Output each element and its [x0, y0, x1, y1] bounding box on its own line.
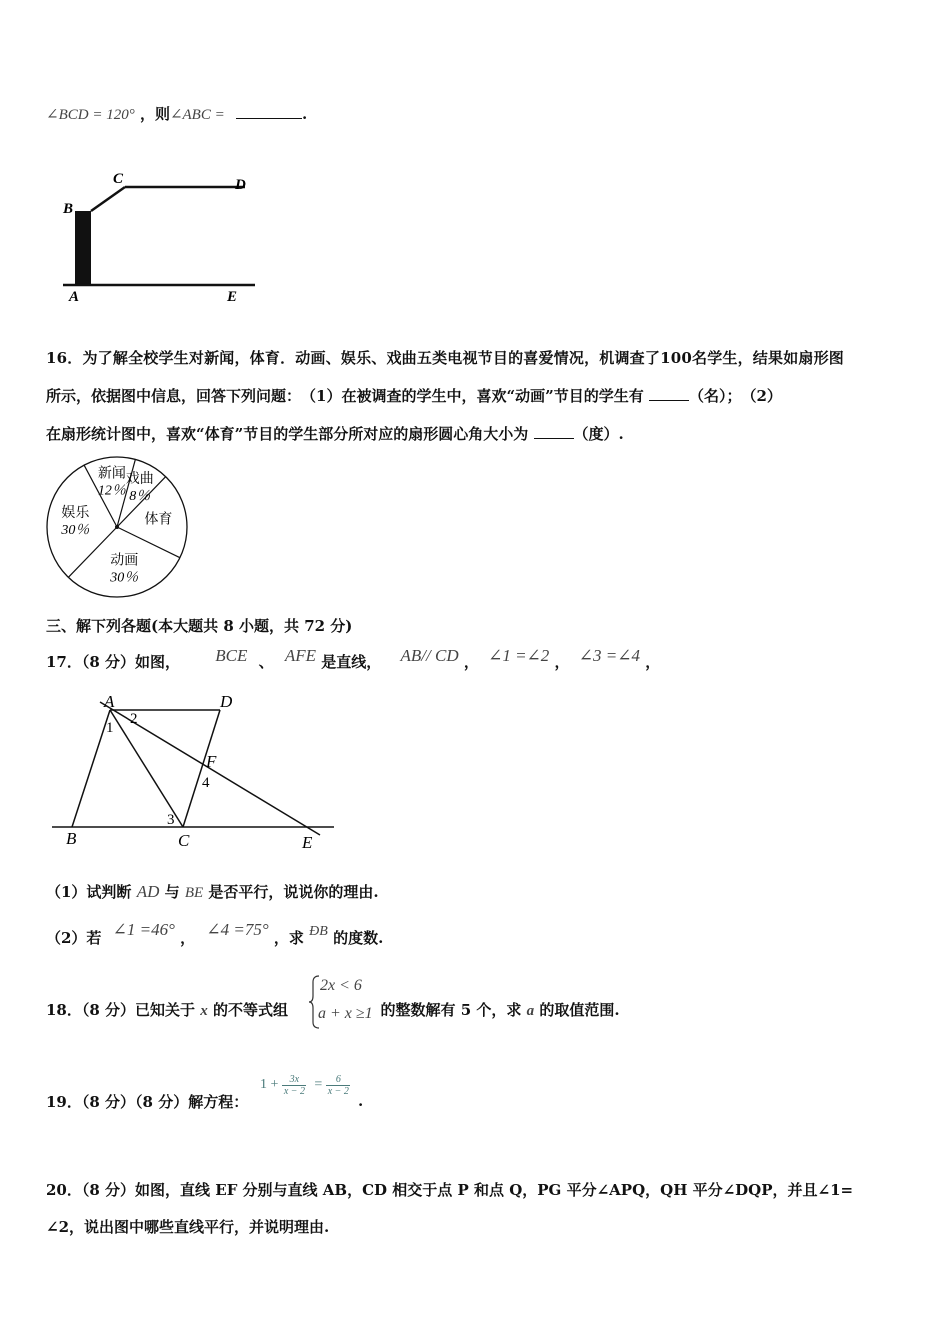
q15-then: ，则 [139, 105, 170, 123]
q17-label-c: C [178, 831, 190, 850]
line-bc [91, 187, 125, 211]
q17-comma3: ， [645, 653, 661, 671]
q17-sub1-be: BE [184, 885, 204, 901]
q17-sub1 [46, 882, 379, 903]
pie-label-3: 动画 [110, 553, 139, 569]
q16-line2 [46, 386, 782, 406]
q17-comma2: ， [554, 653, 570, 671]
q19-num1: 3x [289, 1073, 300, 1085]
pie-percent-0: 12％ [97, 483, 126, 499]
q17-line [46, 646, 661, 672]
q17-sep: 、 [258, 653, 274, 671]
q16-text2b: （名）； （2） [688, 387, 782, 405]
q15-end: . [301, 105, 308, 123]
pie-label-1: 戏曲 [125, 472, 154, 488]
q17-label-b: B [66, 829, 77, 848]
pie-percent-1: 8％ [129, 489, 151, 505]
pie-chart [40, 452, 200, 618]
q17-sub1-ad: AD [136, 882, 160, 901]
q17-sub2 [46, 920, 384, 950]
q15-line [46, 104, 307, 125]
q15-figure [55, 165, 270, 310]
q17-sub2-text2: ， [180, 929, 196, 947]
q19-den1: x − 2 [283, 1085, 305, 1097]
q17-sub2-angle4: ∠4 =75° [206, 920, 269, 939]
q16-line1 [46, 348, 844, 368]
q17-sub2-text4: 的度数. [333, 929, 384, 947]
q20-line1 [46, 1180, 853, 1200]
q17-sub2-text3: ，求 [273, 929, 304, 947]
pie-percent-4: 30％ [61, 523, 90, 539]
q18-suffix1: 的整数解有 5 个，求 [380, 1001, 522, 1019]
q17-label-f: F [206, 752, 217, 771]
q15-label-e: E [227, 289, 238, 305]
q17-math-parallel: AB// CD [400, 646, 459, 665]
q18-prefix: 18．（8 分）已知关于 [46, 1001, 196, 1019]
q17-label-4: 4 [202, 775, 210, 791]
q19-prefix: 19．（8 分）（8 分）解方程： [46, 1093, 249, 1111]
line-ab [72, 710, 110, 827]
q15-label-a: A [69, 289, 80, 305]
q15-ask: ∠ABC = [169, 107, 225, 123]
section3-text: 三、解下列各题(本大题共 8 小题，共 72 分) [46, 617, 353, 635]
line-ac [110, 710, 183, 827]
q19-equation [260, 1068, 350, 1102]
q17-label-1: 1 [106, 720, 114, 736]
q18-mid: 的不等式组 [213, 1001, 289, 1019]
q19-eq-one: 1 + [260, 1077, 279, 1092]
q16-blank2[interactable] [534, 424, 574, 439]
q17-label-d: D [220, 692, 233, 711]
wall-shape [75, 211, 91, 285]
q17-label-e: E [302, 833, 313, 852]
q17-figure [50, 690, 350, 855]
section3-heading [46, 616, 352, 636]
q15-label-b: B [63, 201, 74, 217]
q15-given: ∠BCD = 120° [46, 107, 135, 123]
pie-label-2: 体育 [144, 512, 173, 528]
q16-line3 [46, 424, 624, 444]
q19-end: . [358, 1092, 364, 1110]
q18-ineq2: a + x ≥1 [318, 1005, 373, 1022]
q18-suffix2: 的取值范围. [539, 1001, 620, 1019]
q20-line2 [46, 1217, 329, 1237]
q19-den2: x − 2 [327, 1085, 349, 1097]
q20-text1: 20．（8 分）如图，直线 EF 分别与直线 AB，CD 相交于点 P 和点 Q，PG 平分∠APQ，QH 平分∠DQP，并且∠1= [46, 1181, 854, 1199]
pie-label-0: 新闻 [97, 466, 126, 482]
q17-sub1-text1: （1）试判断 [46, 883, 132, 901]
q19-eq-sign: = [314, 1077, 323, 1092]
q17-sub2-angleb: ÐB [309, 924, 328, 939]
q19-line [46, 1092, 248, 1112]
q19-frac1 [282, 1074, 306, 1097]
q19-frac2 [326, 1074, 350, 1097]
q17-sub1-text3: 是否平行，说说你的理由. [208, 883, 379, 901]
q17-text1: 是直线， [321, 653, 382, 671]
q17-sub2-text1: （2）若 [46, 929, 102, 947]
q16-blank1[interactable] [649, 386, 689, 401]
q17-math-angle34: ∠3 =∠4 [578, 646, 641, 665]
pie-label-4: 娱乐 [61, 506, 90, 522]
q15-label-c: C [113, 171, 124, 187]
q17-label-a: A [104, 692, 115, 711]
q18-ineq1: 2x < 6 [320, 977, 362, 994]
q16-text3b: （度）. [573, 425, 624, 443]
q17-comma1: ， [463, 653, 479, 671]
q18-var-x: x [200, 1003, 208, 1019]
q17-math-angle12: ∠1 =∠2 [488, 646, 550, 665]
q17-prefix: 17．（8 分）如图， [46, 653, 181, 671]
q15-label-d: D [235, 177, 246, 193]
q16-text1: 16．为了解全校学生对新闻，体育．动画、娱乐、戏曲五类电视节目的喜爱情况，机调查了100名学生，结果如扇形图 [46, 349, 844, 367]
q20-text2: ∠2，说出图中哪些直线平行，并说明理由. [46, 1218, 330, 1236]
q17-label-3: 3 [167, 812, 175, 828]
q17-label-2: 2 [130, 711, 138, 727]
q16-text2a: 所示，依据图中信息，回答下列问题： （1）在被调查的学生中，喜欢“动画”节目的学生有 [46, 387, 644, 405]
q15-blank[interactable] [236, 104, 302, 119]
q17-sub1-text2: 与 [164, 883, 180, 901]
q17-sub2-angle1: ∠1 =46° [112, 920, 175, 939]
q16-text3a: 在扇形统计图中，喜欢“体育”节目的学生部分所对应的扇形圆心角大小为 [46, 425, 529, 443]
pie-center [115, 525, 119, 529]
q17-math-bce: BCE [215, 646, 248, 665]
q18-var-a: a [526, 1003, 535, 1019]
q17-math-afe: AFE [284, 646, 317, 665]
q19-num2: 6 [335, 1073, 341, 1085]
pie-percent-3: 30％ [110, 570, 139, 586]
